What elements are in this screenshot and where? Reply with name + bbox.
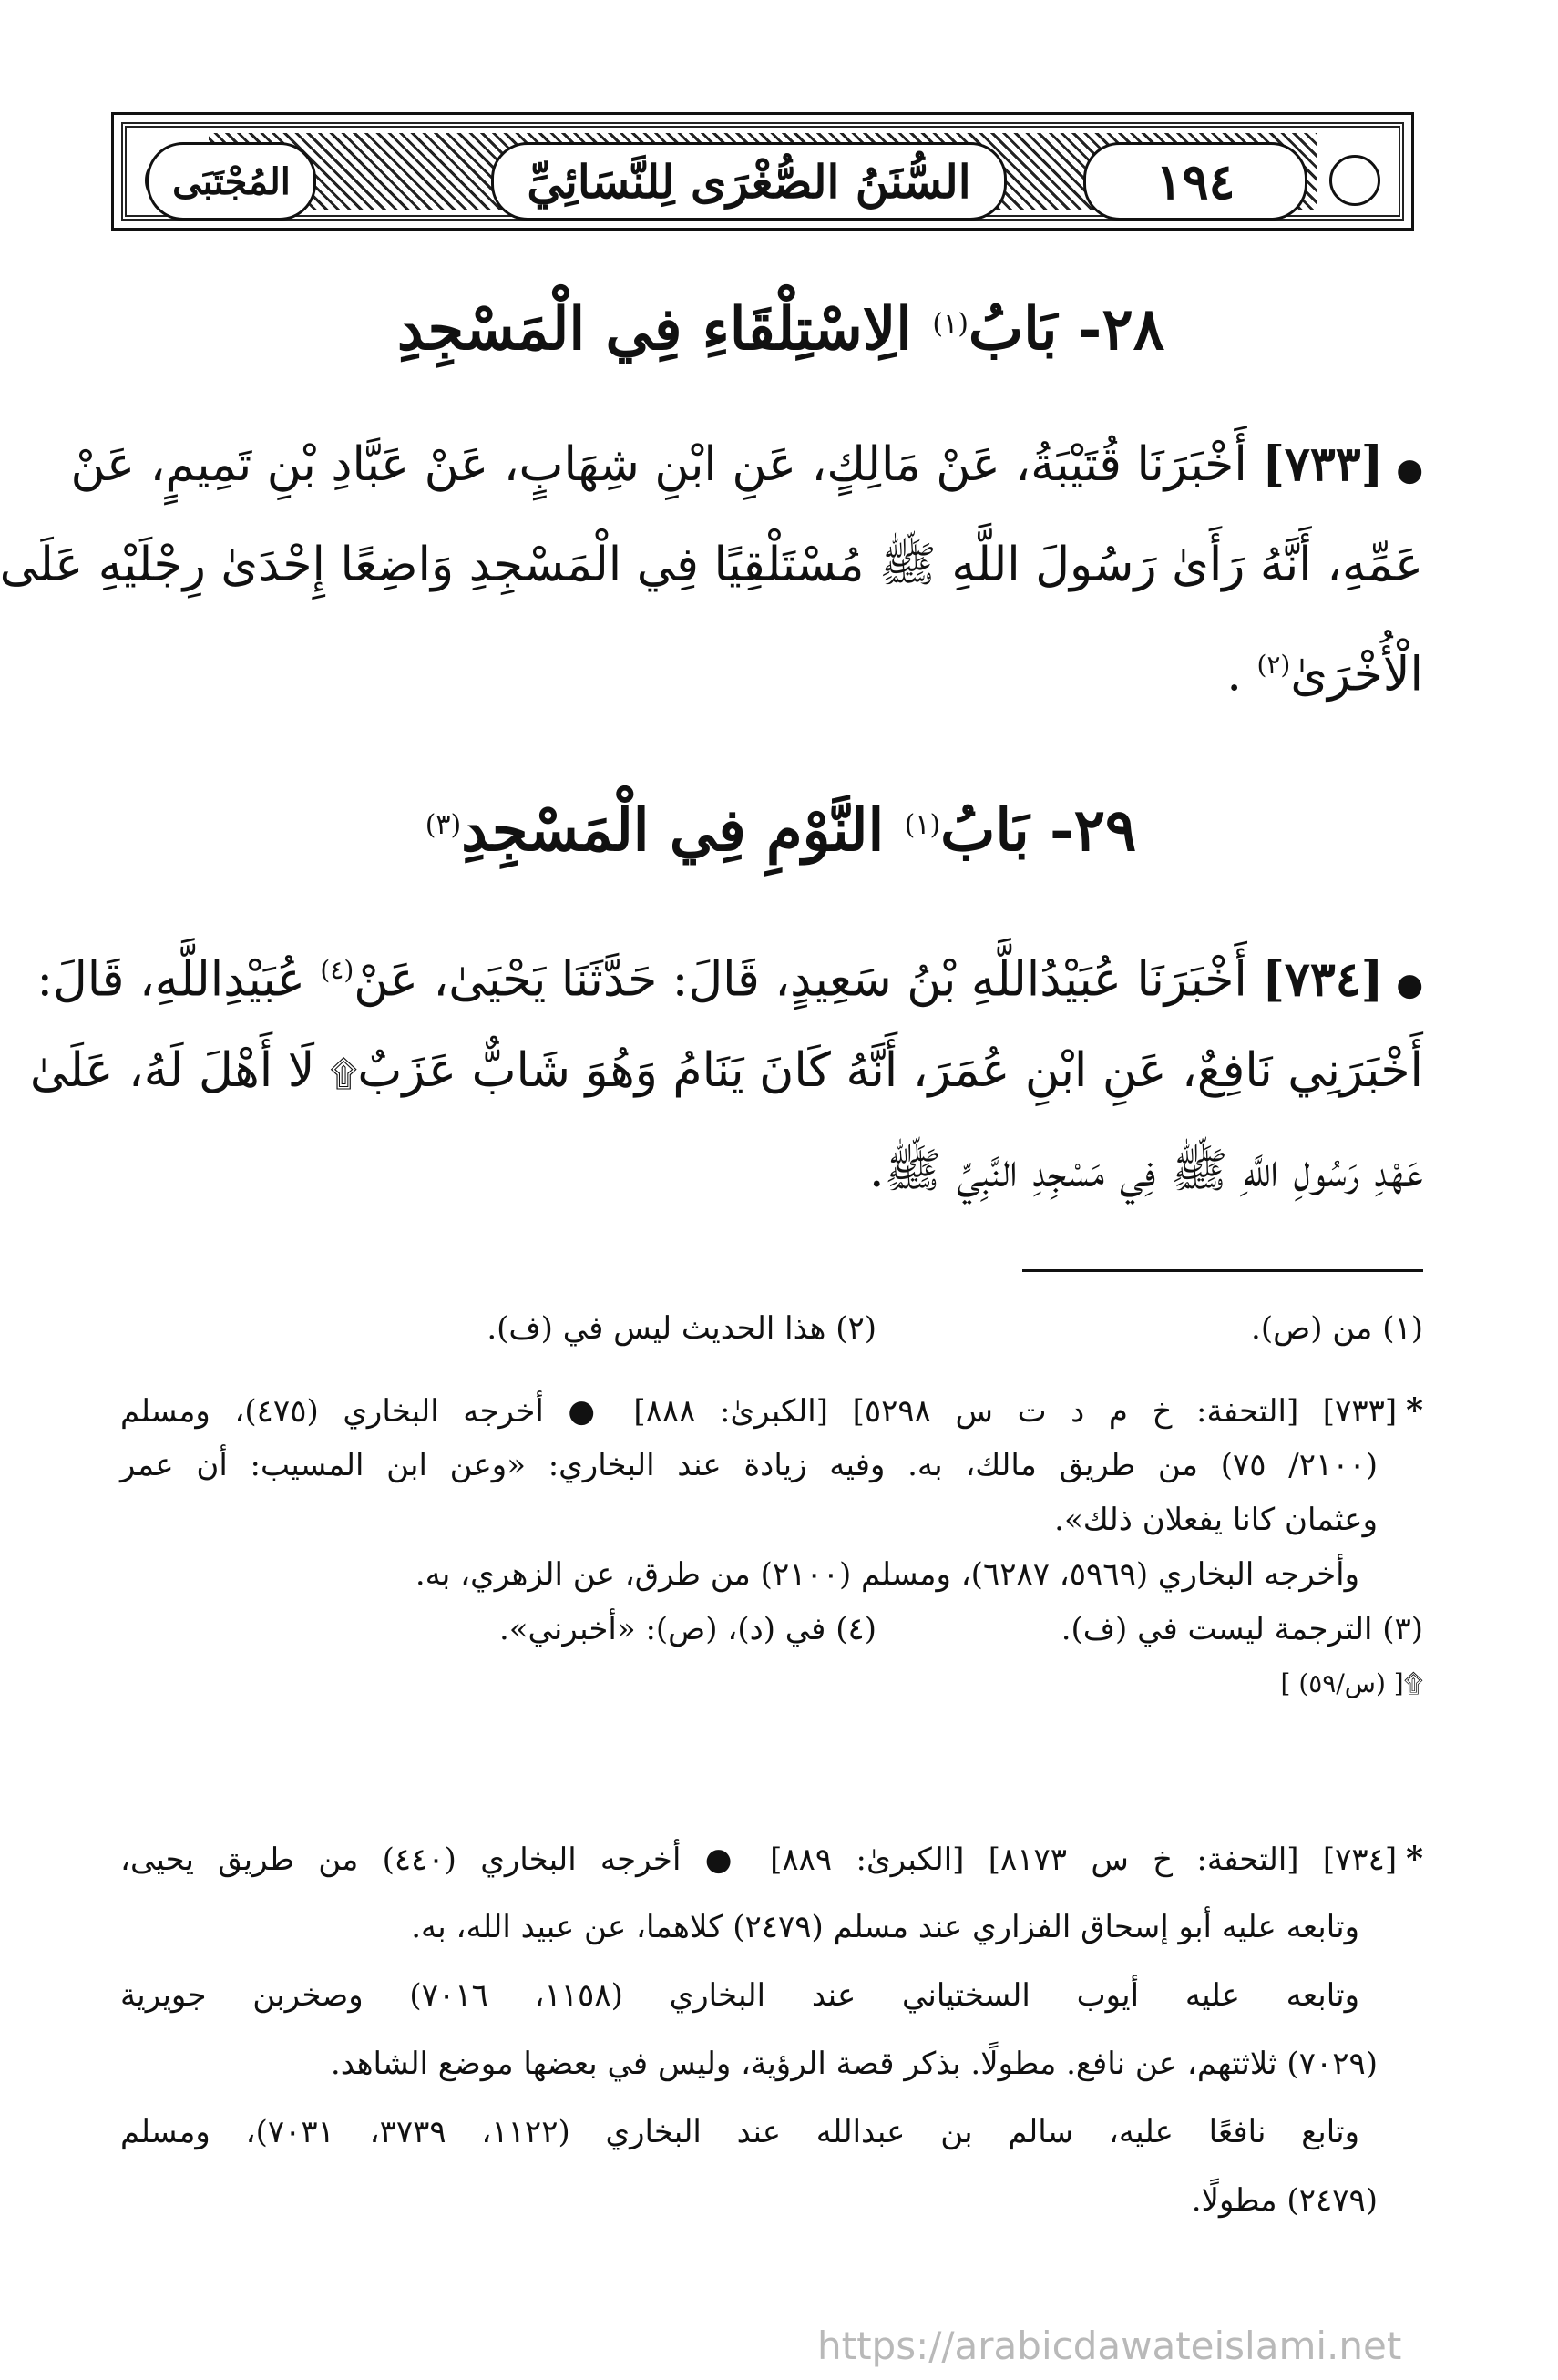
footnote-ref: (٣) [425, 809, 462, 841]
hadith-line-text: أَخْبَرَنَا قُتَيْبَةُ، عَنْ مَالِكٍ، عَنِ ابْنِ شِهَابٍ، عَنْ عَبَّادِ بْنِ تَمِيمٍ، عَنْ [70, 437, 1247, 492]
hadith-line-text: أَخْبَرَنَا عُبَيْدُاللَّهِ بْنُ سَعِيدٍ، قَالَ: حَدَّثَنَا يَحْيَىٰ، عَنْ [354, 952, 1247, 1008]
takhrij-line: (٧٠٢٩) ثلاثتهم، عن نافع. مطولًا. بذكر قصة الرؤية، وليس في بعضها موضع الشاهد. [330, 2046, 1378, 2082]
footnotes [120, 1602, 1423, 1711]
bullet-icon: ● [1396, 452, 1423, 488]
footnotes [120, 1301, 1423, 1356]
footnote-ref: (٤) [320, 955, 354, 985]
chapter-heading [138, 295, 1423, 364]
hadith-text [29, 920, 1423, 1221]
watermark: https://arabicdawateislami.net [817, 2324, 1402, 2368]
takhrij-733 [120, 1383, 1423, 1602]
chapter-number: ٢٨- [1077, 295, 1165, 364]
chapter-heading [138, 796, 1423, 865]
takhrij-line-text: [٧٣٣] [التحفة: خ م د ت س ٥٢٩٨] [الكبرىٰ: ٨٨٨] ● أخرجه البخاري (٤٧٥)، ومسلم [120, 1393, 1398, 1430]
hadith-line-text: أَخْبَرَنِي نَافِعٌ، عَنِ ابْنِ عُمَرَ، أَنَّهُ كَانَ يَنَامُ وَهُوَ شَابٌّ عَزَبٌ [357, 1043, 1423, 1098]
takhrij-734 [120, 1831, 1423, 2242]
hadith-line: عَهْدِ رَسُولِ اللَّهِ ﷺ فِي مَسْجِدِ النَّبِيِّ ﷺ. [868, 1144, 1423, 1198]
takhrij-line-text: [٧٣٤] [التحفة: خ س ٨١٧٣] [الكبرىٰ: ٨٨٩] ● أخرجه البخاري (٤٤٠) من طريق يحيى، [120, 1841, 1398, 1878]
hadith-line [111, 615, 1423, 715]
takhrij-line: وتابعه عليه أبو إسحاق الفزاري عند مسلم (٢٤٧٩) كلاهما، عن عبيد الله، به. [411, 1909, 1359, 1945]
chapter-bab: بَابُ [940, 796, 1030, 865]
hadith-line-text: عُبَيْدِاللَّهِ، قَالَ: [36, 952, 305, 1008]
asterisk-icon: * [1406, 1391, 1423, 1430]
takhrij-line: (٢٤٧٩) مطولًا. [1191, 2182, 1378, 2219]
footnote-2: (٢) هذا الحديث ليس في (ف). [487, 1310, 876, 1347]
takhrij-line: وأخرجه البخاري (٥٩٦٩، ٦٢٨٧)، ومسلم (٢١٠٠) من طرق، عن الزهري، به. [415, 1556, 1359, 1593]
hadith-number: [٧٣٤] [1262, 951, 1384, 1008]
footnote-row [120, 1301, 1423, 1356]
hadith-line-text: الْأُخْرَىٰ [1290, 647, 1423, 703]
page-marker-icon: ۩ [329, 1053, 358, 1095]
takhrij-line: وتابعه عليه أيوب السختياني عند البخاري (١١٥٨، ٧٠١٦) وصخربن جويرية [120, 1977, 1360, 2014]
hadith-line [36, 920, 1423, 1021]
hadith-line-text: لَا أَهْلَ لَهُ، عَلَىٰ [29, 1043, 315, 1098]
footnote-ref: (٢) [1256, 650, 1291, 680]
takhrij-line: (٢١٠٠/ ٧٥) من طريق مالك، به. وفيه زيادة عند البخاري: «وعن ابن المسيب: أن عمر [120, 1447, 1379, 1483]
footnote-separator [1022, 1269, 1423, 1272]
hadith-line: عَمِّهِ، أَنَّهُ رَأَىٰ رَسُولَ اللَّهِ ﷺ مُسْتَلْقِيًا فِي الْمَسْجِدِ وَاضِعًا إِحْدَىٰ رِجْلَيْهِ عَلَى [0, 538, 1423, 592]
hadith-line-text: . [1226, 647, 1242, 703]
footnote-ref: (١) [932, 308, 969, 340]
ornament-rosette-icon [1329, 155, 1380, 206]
asterisk-icon: * [1406, 1840, 1423, 1878]
footnote-3: (٣) الترجمة ليست في (ف). [1061, 1611, 1423, 1647]
footnote-4: (٤) في (د)، (ص): «أخبرني». [498, 1611, 876, 1647]
footnote-row [120, 1602, 1423, 1657]
chapter-title: النَّوْمِ فِي الْمَسْجِدِ [461, 796, 885, 865]
takhrij-line: وعثمان كانا يفعلان ذلك». [1054, 1502, 1378, 1538]
page-marker-note: ۩[ (س/٥٩) ] [1280, 1668, 1423, 1698]
takhrij-line [120, 1383, 1423, 1438]
book-title: السُّنَنُ الصُّغْرَى لِلنَّسَائِيِّ [491, 142, 1007, 221]
takhrij-line [120, 1831, 1423, 1900]
page-header [111, 112, 1414, 231]
page-number: ١٩٤ [1083, 142, 1307, 221]
bullet-icon: ● [1396, 967, 1423, 1004]
hadith-line [29, 1021, 1423, 1121]
footnote-ref: (١) [904, 809, 941, 841]
footnote-1: (١) من (ص). [1251, 1310, 1423, 1347]
takhrij-line: وتابع نافعًا عليه، سالم بن عبدالله عند البخاري (١١٢٢، ٣٧٣٩، ٧٠٣١)، ومسلم [120, 2114, 1360, 2150]
hadith-text [0, 415, 1423, 715]
chapter-bab: بَابُ [968, 295, 1058, 364]
chapter-title: الِاسْتِلْقَاءِ فِي الْمَسْجِدِ [396, 295, 913, 364]
header-border [121, 122, 1404, 221]
hadith-line [70, 415, 1423, 515]
book-logo: المُجْتَبَى [147, 142, 316, 221]
chapter-number: ٢٩- [1050, 796, 1137, 865]
hadith-number: [٧٣٣] [1262, 436, 1384, 492]
